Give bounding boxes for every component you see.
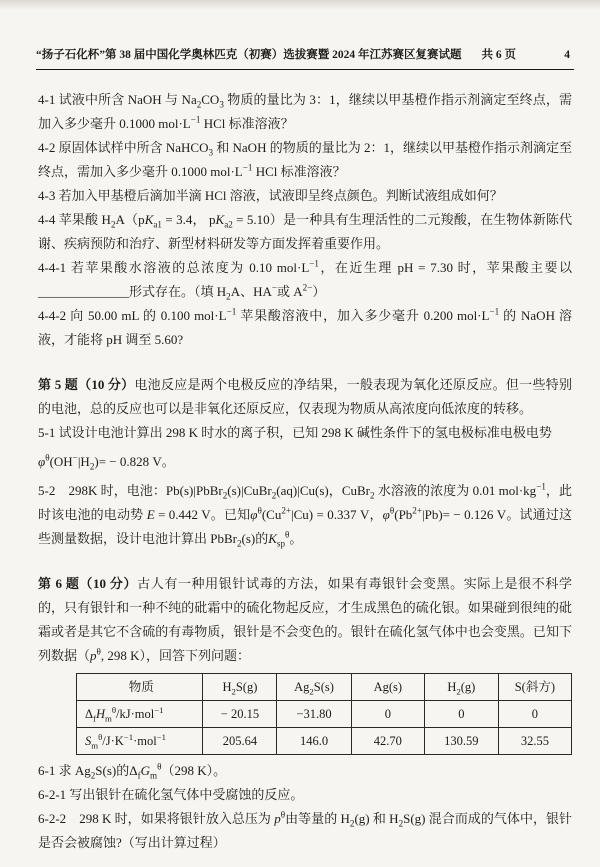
table-row-entropy [77,728,572,755]
table-cell: 0 [424,701,498,728]
question-4-4-1: 4-4-1 若苹果酸水溶液的总浓度为 0.10 $mol\cdot L^{-1}$，在近生理 pH = 7.30 时，苹果酸主要以______________形式存在。（填 $H_2A$、HA−或 $A^{2-}$） [38,258,572,302]
table-row-enthalpy-label: $\Delta_fH_m^\theta/kJ\cdot mol^{-1}$ [77,701,203,728]
question-5-2: 5-2 298K 时，电池：Pb(s)|PbBr$_2$(s)|CuBr$_2$(aq)|Cu(s)，CuBr$_2$ 水溶液的浓度为 0.01 $mol\cdot kg^{-1}$，此时该电池的电动势 E = 0.442 V。已知$\varphi^\theta(Cu^{2+}|Cu) = 0.337$ V，$\varphi^\theta(Pb^{2+}|Pb)= - 0.126$ V。试通过这些测量数据，设计电池计算出 PbBr$_2$(s)的$K_{sp}^\theta$。 [38,481,572,549]
table-cell: 32.55 [498,728,571,755]
table-row-enthalpy [77,701,572,728]
question-6-intro: 第 6 题（10 分）古人有一种用银针试毒的方法，如果有毒银针会变黑。实际上是很不科学的，只有银针和一种不纯的砒霜中的硫化物起反应，才生成黑色的硫化银。如果碰到很纯的砒霜或者是其它不含硫的有毒物质，银针是不会变色的。银针在硫化氢气体中也会变黑。已知下列数据（$p^\theta$, 298 K），回答下列问题： [38,576,572,663]
table-cell: 0 [498,701,571,728]
table-cell: 146.0 [277,728,351,755]
table-header-h2s: $H_2S(g)$ [203,674,277,701]
table-cell: 0 [351,701,424,728]
question-4-2: 4-2 原固体试样中所含 NaHCO$_3$ 和 NaOH 的物质的量比为 2：1，继续以甲基橙作指示剂滴定至终点，需加入多少毫升 0.1000 $mol\cdot L^{-1}$ HCl 标准溶液？ [38,140,573,179]
thermo-data-table [76,673,572,755]
table-header-h2: $H_2(g)$ [424,674,498,701]
table-header-substance: 物质 [77,674,203,701]
table-cell: 205.64 [203,728,277,755]
exam-content [38,88,572,855]
table-cell: − 20.15 [203,701,277,728]
table-header-ag2s: $Ag_2S(s)$ [277,674,351,701]
question-6-2-1: 6-2-1 写出银针在硫化氢气体中受腐蚀的反应。 [38,787,304,802]
question-4-1: 4-1 试液中所含 NaOH 与 $Na_2CO_3$ 物质的量比为 3：1，继续以甲基橙作指示剂滴定至终点，需加入多少毫升 0.1000 $mol\cdot L^{-1}$ HCl 标准溶液？ [38,92,572,131]
question-5-intro: 第 5 题（10 分）电池反应是两个电极反应的净结果，一般表现为氧化还原反应。但一些特别的电池，总的反应也可以是非氧化还原反应，仅表现为物质从高浓度向低浓度的转移。 [38,377,572,416]
formula-5-1: $\varphi^\theta(OH^-|H_2)= - 0.828$ V。 [38,452,175,472]
question-4-4-2: 4-4-2 向 50.00 mL 的 0.100 $mol\cdot L^{-1}$ 苹果酸溶液中，加入多少毫升 0.200 $mol\cdot L^{-1}$ 的 NaOH 溶液，才能将 pH 调至 5.60? [38,306,572,347]
page-header [36,46,574,70]
question-5-1: 5-1 试设计电池计算出 298 K 时水的离子积，已知 298 K 碱性条件下的氢电极标准电极电势 [38,425,552,440]
question-6-2-2: 6-2-2 298 K 时，如果将银针放入总压为 $p^\theta$由等量的 $H_2(g)$ 和 $H_2S(g)$ 混合而成的气体中，银针是否会被腐蚀?（写出计算过程） [38,809,573,850]
header-title: “扬子石化杯”第 38 届中国化学奥林匹克（初赛）选拔赛暨 2024 年江苏赛区复赛试题 [36,49,462,61]
header-page-number: 4 [564,49,570,61]
question-4-3: 4-3 若加入甲基橙后滴加半滴 HCl 溶液，试液即呈终点颜色。判断试液组成如何？ [38,188,503,203]
table-header-row [77,674,572,701]
table-header-s: S(斜方) [498,674,571,701]
table-cell: 42.70 [351,728,424,755]
question-6-1: 6-1 求 $Ag_2S(s)$的$\Delta_fG_m^\theta(298$ K）。 [38,761,227,781]
scan-artifact [0,0,600,10]
table-row-entropy-label: $S_m^\theta/J\cdot K^{-1}\cdot mol^{-1}$ [77,728,203,755]
table-cell: 130.59 [424,728,498,755]
header-pages-label: 共 6 页 [481,49,516,61]
question-4-4: 4-4 苹果酸 $H_2A(pK_{a1} = 3.4$， $pK_{a2} = 5.10$）是一种具有生理活性的二元羧酸，在生物体新陈代谢、疾病预防和治疗、新型材料研发等方面发挥着重要作用。 [38,212,572,251]
table-cell: −31.80 [277,701,351,728]
table-header-ag: Ag(s) [351,674,424,701]
